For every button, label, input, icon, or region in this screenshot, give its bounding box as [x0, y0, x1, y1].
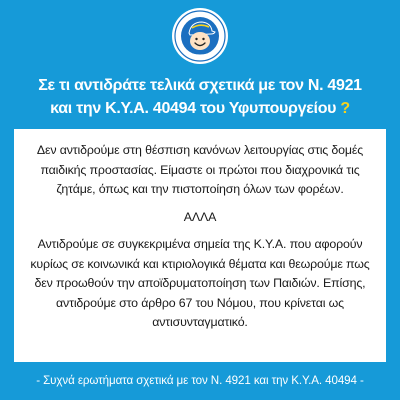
- footer-caption: - Συχνά ερωτήματα σχετικά με τον Ν. 4921 και την Κ.Υ.Α. 40494 -: [36, 374, 364, 387]
- answer-paragraph-2: Αντιδρούμε σε συγκεκριμένα σημεία της Κ.Υ.Α. που αφορούν κυρίως σε κοινωνικά και κτιριολογικά θέματα και θεωρούμε πως δεν προωθούν την αποϊδρυματοποίηση των Παιδιών. Επίσης, αντιδρούμε στο άρθρο 67 του Νόμου, που κρίνεται ως αντισυνταγματικό.: [30, 237, 370, 329]
- question-mark: ?: [340, 100, 350, 117]
- answer-paragraph-1: Δεν αντιδρούμε στη θέσπιση κανόνων λειτουργίας στις δομές παιδικής προστασίας. Είμαστε οι πρώτοι που διαχρονικά τις ζητάμε, όπως και την πιστοποίηση όλων των φορέων.: [36, 143, 364, 196]
- heading-line-2: [10, 97, 390, 120]
- page-heading: [10, 74, 390, 120]
- answer-card: [14, 129, 386, 362]
- smiling-child-logo-icon: [174, 10, 226, 62]
- answer-separator: ΑΛΛΑ: [183, 209, 217, 224]
- heading-line-1: Σε τι αντιδράτε τελικά σχετικά με τον Ν. 4921: [38, 77, 362, 94]
- organization-logo: [172, 8, 228, 64]
- heading-line-2-text: και την Κ.Υ.Α. 40494 του Υφυπουργείου: [50, 100, 337, 117]
